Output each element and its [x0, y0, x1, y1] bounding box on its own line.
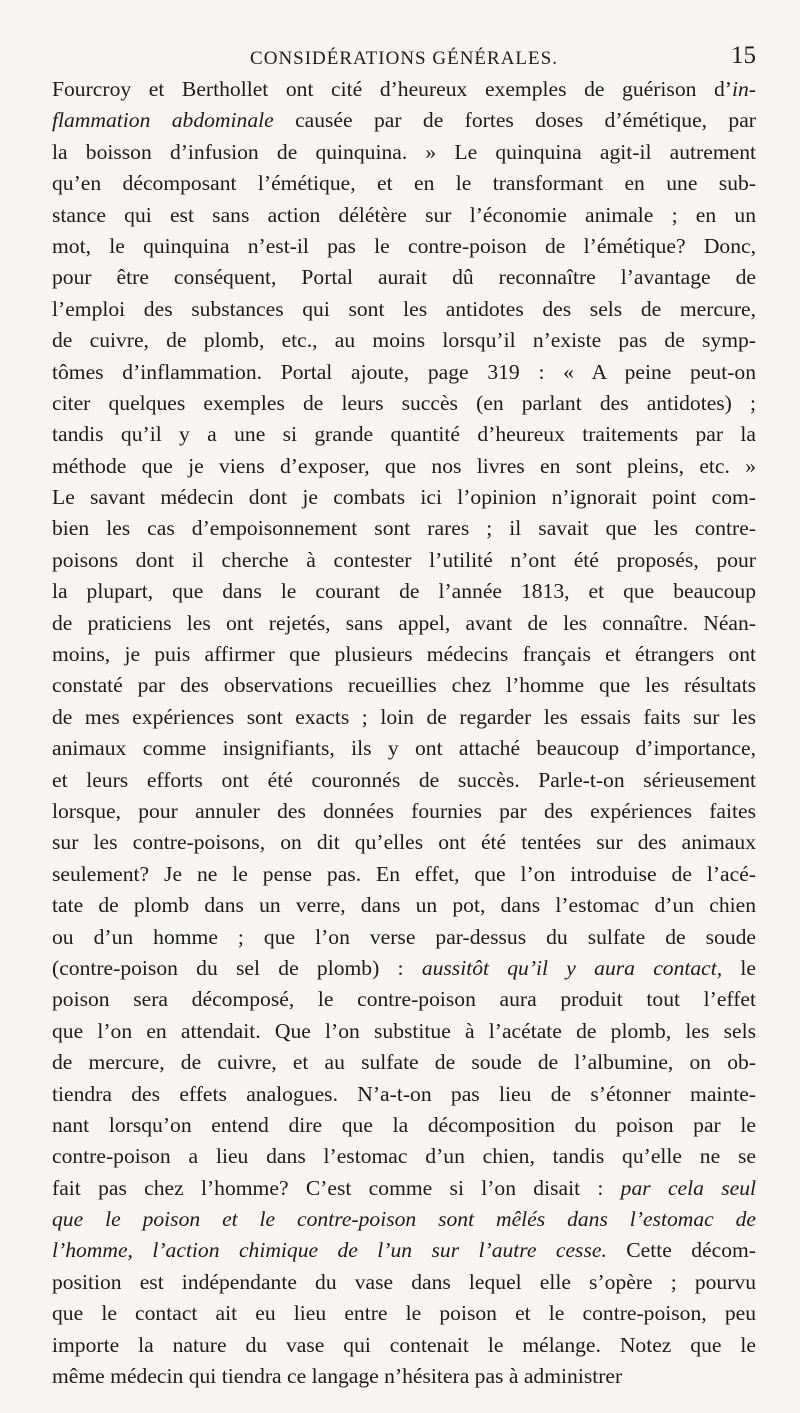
text-segment: de cuivre, de plomb, etc., au moins lorsqu’il n’existe pas de symp- — [52, 328, 756, 353]
text-segment: qu’en décomposant l’émétique, et en le transformant en une sub- — [52, 171, 756, 196]
text-line — [52, 1173, 756, 1204]
text-line — [52, 419, 756, 450]
text-segment: mot, le quinquina n’est-il pas le contre-poison de l’émétique? Donc, — [52, 233, 756, 258]
text-segment: poison sera décomposé, le contre-poison aura produit tout l’effet — [52, 987, 756, 1012]
text-line — [52, 1016, 756, 1047]
text-line — [52, 922, 756, 953]
text-segment: lorsque, pour annuler des données fournies par des expériences faites — [52, 798, 756, 823]
italic-text: flammation abdominale — [52, 108, 274, 133]
text-line — [52, 482, 756, 513]
text-line — [52, 451, 756, 482]
running-head — [52, 40, 756, 74]
text-line — [52, 168, 756, 199]
text-segment: tandis qu’il y a une si grande quantité d’heureux traitements par la — [52, 422, 756, 447]
text-line — [52, 137, 756, 168]
text-segment: importe la nature du vase qui contenait le mélange. Notez que le — [52, 1332, 756, 1357]
text-line — [52, 1079, 756, 1110]
text-line — [52, 231, 756, 262]
text-line — [52, 733, 756, 764]
text-line — [52, 576, 756, 607]
italic-text: l’homme, l’action chimique de l’un sur l’autre cesse. — [52, 1238, 607, 1263]
italic-text: par cela seul — [620, 1175, 756, 1200]
running-title: CONSIDÉRATIONS GÉNÉRALES. — [250, 48, 558, 69]
text-segment: moins, je puis affirmer que plusieurs médecins français et étrangers ont — [52, 642, 756, 667]
text-segment: constaté par des observations recueillies chez l’homme que les résultats — [52, 673, 756, 698]
text-segment: tate de plomb dans un verre, dans un pot, dans l’estomac d’un chien — [52, 893, 756, 918]
text-line — [52, 827, 756, 858]
text-segment: Cette décom- — [606, 1238, 756, 1263]
text-segment: causée par de fortes doses d’émétique, par — [273, 108, 756, 133]
text-segment: de mercure, de cuivre, et au sulfate de soude de l’albumine, on ob- — [52, 1050, 756, 1075]
text-segment: Le savant médecin dont je combats ici l’opinion n’ignorait point com- — [52, 485, 756, 510]
text-line — [52, 1330, 756, 1361]
page-number: 15 — [731, 42, 756, 69]
text-segment: fait pas chez l’homme? C’est comme si l’on disait : — [52, 1175, 621, 1200]
text-segment: tiendra des effets analogues. N’a-t-on pas lieu de s’étonner mainte- — [52, 1081, 756, 1106]
text-segment: pour être conséquent, Portal aurait dû reconnaître l’avantage de — [52, 265, 756, 290]
text-segment: l’emploi des substances qui sont les antidotes des sels de mercure, — [52, 296, 756, 321]
text-segment: de mes expériences sont exacts ; loin de regarder les essais faits sur les — [52, 704, 756, 729]
text-segment: ou d’un homme ; que l’on verse par-dessus du sulfate de soude — [52, 924, 756, 949]
text-line — [52, 765, 756, 796]
text-segment: bien les cas d’empoisonnement sont rares ; il savait que les contre- — [52, 516, 756, 541]
text-line — [52, 639, 756, 670]
text-line — [52, 953, 756, 984]
text-line — [52, 608, 756, 639]
text-line — [52, 984, 756, 1015]
text-segment: (contre-poison du sel de plomb) : — [52, 955, 422, 980]
text-segment: nant lorsqu’on entend dire que la décomposition du poison par le — [52, 1112, 756, 1137]
text-line — [52, 513, 756, 544]
text-segment: , le — [716, 955, 756, 980]
body-text — [52, 74, 756, 1392]
text-line — [52, 1110, 756, 1141]
text-line — [52, 325, 756, 356]
text-segment: la plupart, que dans le courant de l’année 1813, et que beaucoup — [52, 579, 756, 604]
text-segment: contre-poison a lieu dans l’estomac d’un chien, tandis qu’elle ne se — [52, 1144, 756, 1169]
text-segment: poisons dont il cherche à contester l’utilité n’ont été proposés, pour — [52, 547, 756, 572]
text-segment: et leurs efforts ont été couronnés de succès. Parle-t-on sérieusement — [52, 767, 756, 792]
text-line — [52, 262, 756, 293]
text-line — [52, 1141, 756, 1172]
text-segment: tômes d’inflammation. Portal ajoute, page 319 : « A peine peut-on — [52, 359, 756, 384]
text-line — [52, 388, 756, 419]
text-segment: la boisson d’infusion de quinquina. » Le quinquina agit-il autrement — [52, 139, 756, 164]
text-segment: méthode que je viens d’exposer, que nos livres en sont pleins, etc. » — [52, 453, 756, 478]
text-line — [52, 702, 756, 733]
text-line — [52, 1267, 756, 1298]
text-segment: que le contact ait eu lieu entre le poison et le contre-poison, peu — [52, 1301, 756, 1326]
italic-text: in- — [732, 77, 756, 101]
text-segment: Fourcroy et Berthollet ont cité d’heureux exemples de guérison d’ — [52, 77, 732, 101]
text-line — [52, 200, 756, 231]
text-line — [52, 670, 756, 701]
text-line — [52, 859, 756, 890]
text-line — [52, 1361, 756, 1392]
text-line — [52, 294, 756, 325]
text-segment: de praticiens les ont rejetés, sans appel, avant de les connaître. Néan- — [52, 610, 756, 635]
text-line — [52, 796, 756, 827]
text-line — [52, 1298, 756, 1329]
italic-text: aussitôt qu’il y aura contact — [421, 955, 717, 980]
text-line — [52, 890, 756, 921]
text-line — [52, 1047, 756, 1078]
italic-text: que le poison et le contre-poison sont mêlés dans l’estomac de — [52, 1207, 756, 1232]
text-segment: que l’on en attendait. Que l’on substitue à l’acétate de plomb, les sels — [52, 1018, 756, 1043]
text-line — [52, 1204, 756, 1235]
text-segment: même médecin qui tiendra ce langage n’hésitera pas à administrer — [52, 1364, 623, 1389]
text-line — [52, 357, 756, 388]
text-segment: citer quelques exemples de leurs succès (en parlant des antidotes) ; — [52, 390, 756, 415]
text-segment: seulement? Je ne le pense pas. En effet, que l’on introduise de l’acé- — [52, 861, 756, 886]
text-segment: sur les contre-poisons, on dit qu’elles ont été tentées sur des animaux — [52, 830, 756, 855]
text-line — [52, 74, 756, 105]
text-line — [52, 105, 756, 136]
text-line — [52, 545, 756, 576]
text-line — [52, 1235, 756, 1266]
text-segment: position est indépendante du vase dans lequel elle s’opère ; pourvu — [52, 1269, 756, 1294]
text-segment: stance qui est sans action délétère sur l’économie animale ; en un — [52, 202, 756, 227]
text-segment: animaux comme insignifiants, ils y ont attaché beaucoup d’importance, — [52, 736, 756, 761]
